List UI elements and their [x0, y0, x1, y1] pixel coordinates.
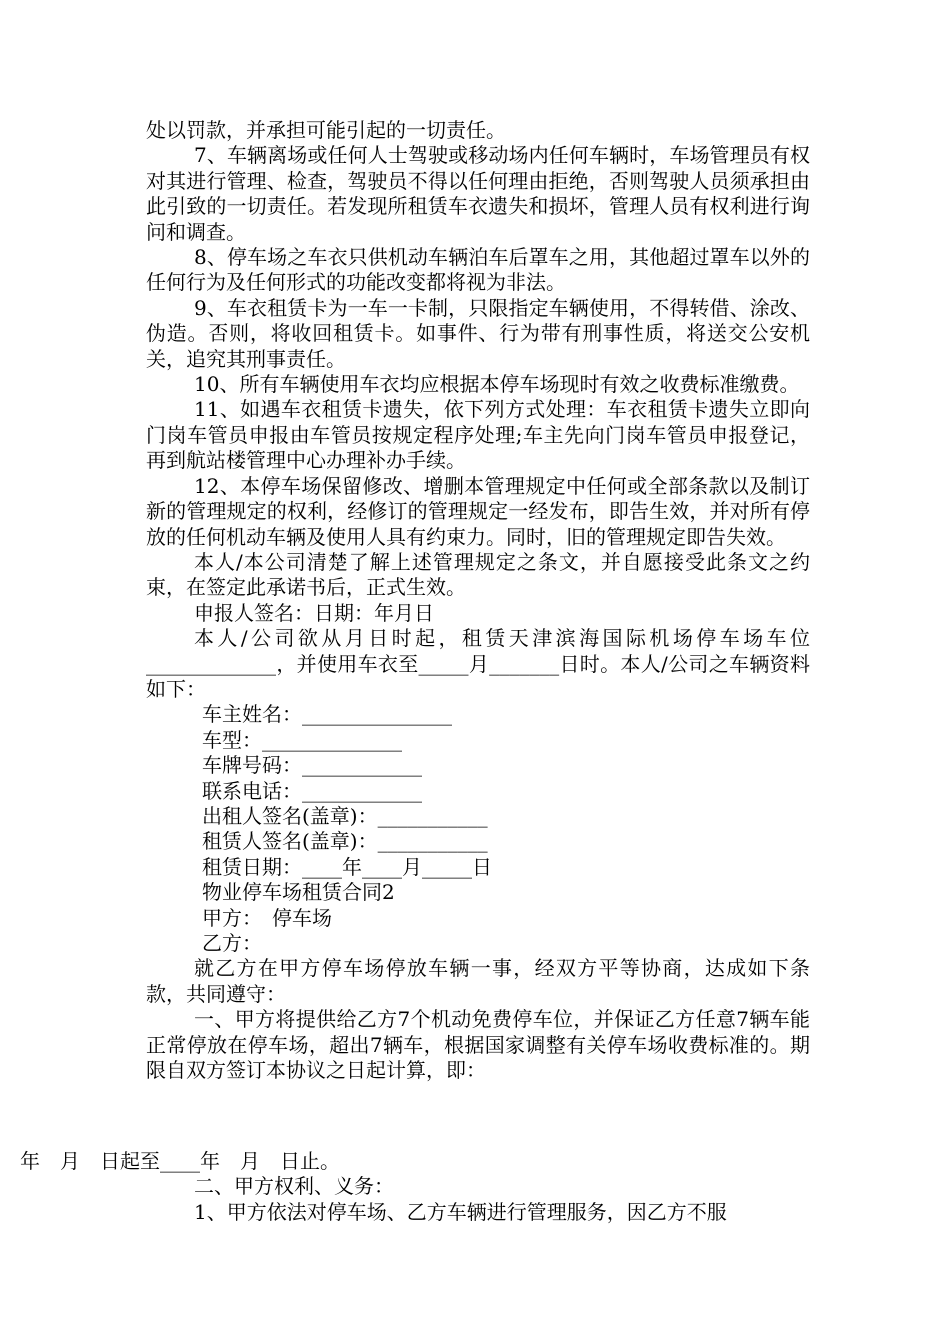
paragraph: 一、甲方将提供给乙方7个机动免费停车位，并保证乙方任意7辆车能正常停放在停车场，超出7辆车，根据国家调整有关停车场收费标准的。期限自双方签订本协议之日起计算，即： — [146, 1007, 810, 1083]
paragraph: 车型：______________ — [202, 727, 402, 752]
paragraph: 乙方： — [202, 931, 262, 955]
paragraph: 车牌号码：____________ — [202, 753, 422, 778]
paragraph: 二、甲方权利、义务： — [194, 1174, 394, 1199]
paragraph: 出租人签名(盖章)：___________ — [202, 803, 488, 828]
paragraph: 车主姓名：_______________ — [202, 702, 452, 727]
paragraph: 8、停车场之车衣只供机动车辆泊车后罩车之用，其他超过罩车以外的任何行为及任何形式的功能改变都将视为非法。 — [146, 245, 810, 295]
paragraph: 甲方： 停车场 — [202, 905, 332, 930]
paragraph: 处以罚款，并承担可能引起的一切责任。 — [146, 118, 506, 142]
document-body — [20, 118, 810, 1225]
paragraph: 本人/本公司清楚了解上述管理规定之条文，并自愿接受此条文之约束，在签定此承诺书后，正式生效。 — [146, 549, 810, 600]
paragraph: 1、甲方依法对停车场、乙方车辆进行管理服务，因乙方不服 — [194, 1199, 727, 1224]
paragraph: 租赁人签名(盖章)：___________ — [202, 829, 488, 854]
blank-line — [146, 1103, 810, 1128]
paragraph: 12、本停车场保留修改、增删本管理规定中任何或全部条款以及制订新的管理规定的权利，经修订的管理规定一经发布，即告生效，并对所有停放的任何机动车辆及使用人具有约束力。同时，旧的管理规定即告失效。 — [146, 473, 810, 549]
paragraph: 7、车辆离场或任何人士驾驶或移动场内任何车辆时，车场管理员有权对其进行管理、检查，驾驶员不得以任何理由拒绝，否则驾驶人员须承担由此引致的一切责任。若发现所租赁车衣遗失和损坏，管理人员有权利进行询问和调查。 — [146, 143, 810, 244]
paragraph: 9、车衣租赁卡为一车一卡制，只限指定车辆使用，不得转借、涂改、伪造。否则，将收回租赁卡。如事件、行为带有刑事性质，将送交公安机关，追究其刑事责任。 — [146, 295, 810, 371]
paragraph: 申报人签名：日期：年月日 — [194, 600, 434, 625]
paragraph: 10、所有车辆使用车衣均应根据本停车场现时有效之收费标准缴费。 — [194, 372, 800, 397]
paragraph: 11、如遇车衣租赁卡遗失，依下列方式处理：车衣租赁卡遗失立即向门岗车管员申报由车管员按规定程序处理;车主先向门岗车管员申报登记，再到航站楼管理中心办理补办手续。 — [146, 397, 810, 473]
paragraph: 本人/公司欲从月日时起，租赁天津滨海国际机场停车场车位_____________，并使用车衣至_____月_______日时。本人/公司之车辆资料如下： — [146, 626, 810, 701]
paragraph: 租赁日期：____年____月_____日 — [202, 854, 492, 879]
paragraph: 年 月 日起至____年 月 日止。 — [20, 1148, 340, 1173]
paragraph: 物业停车场租赁合同2 — [202, 880, 395, 905]
paragraph: 联系电话：____________ — [202, 778, 422, 803]
paragraph: 就乙方在甲方停车场停放车辆一事，经双方平等协商，达成如下条款，共同遵守： — [146, 956, 810, 1006]
